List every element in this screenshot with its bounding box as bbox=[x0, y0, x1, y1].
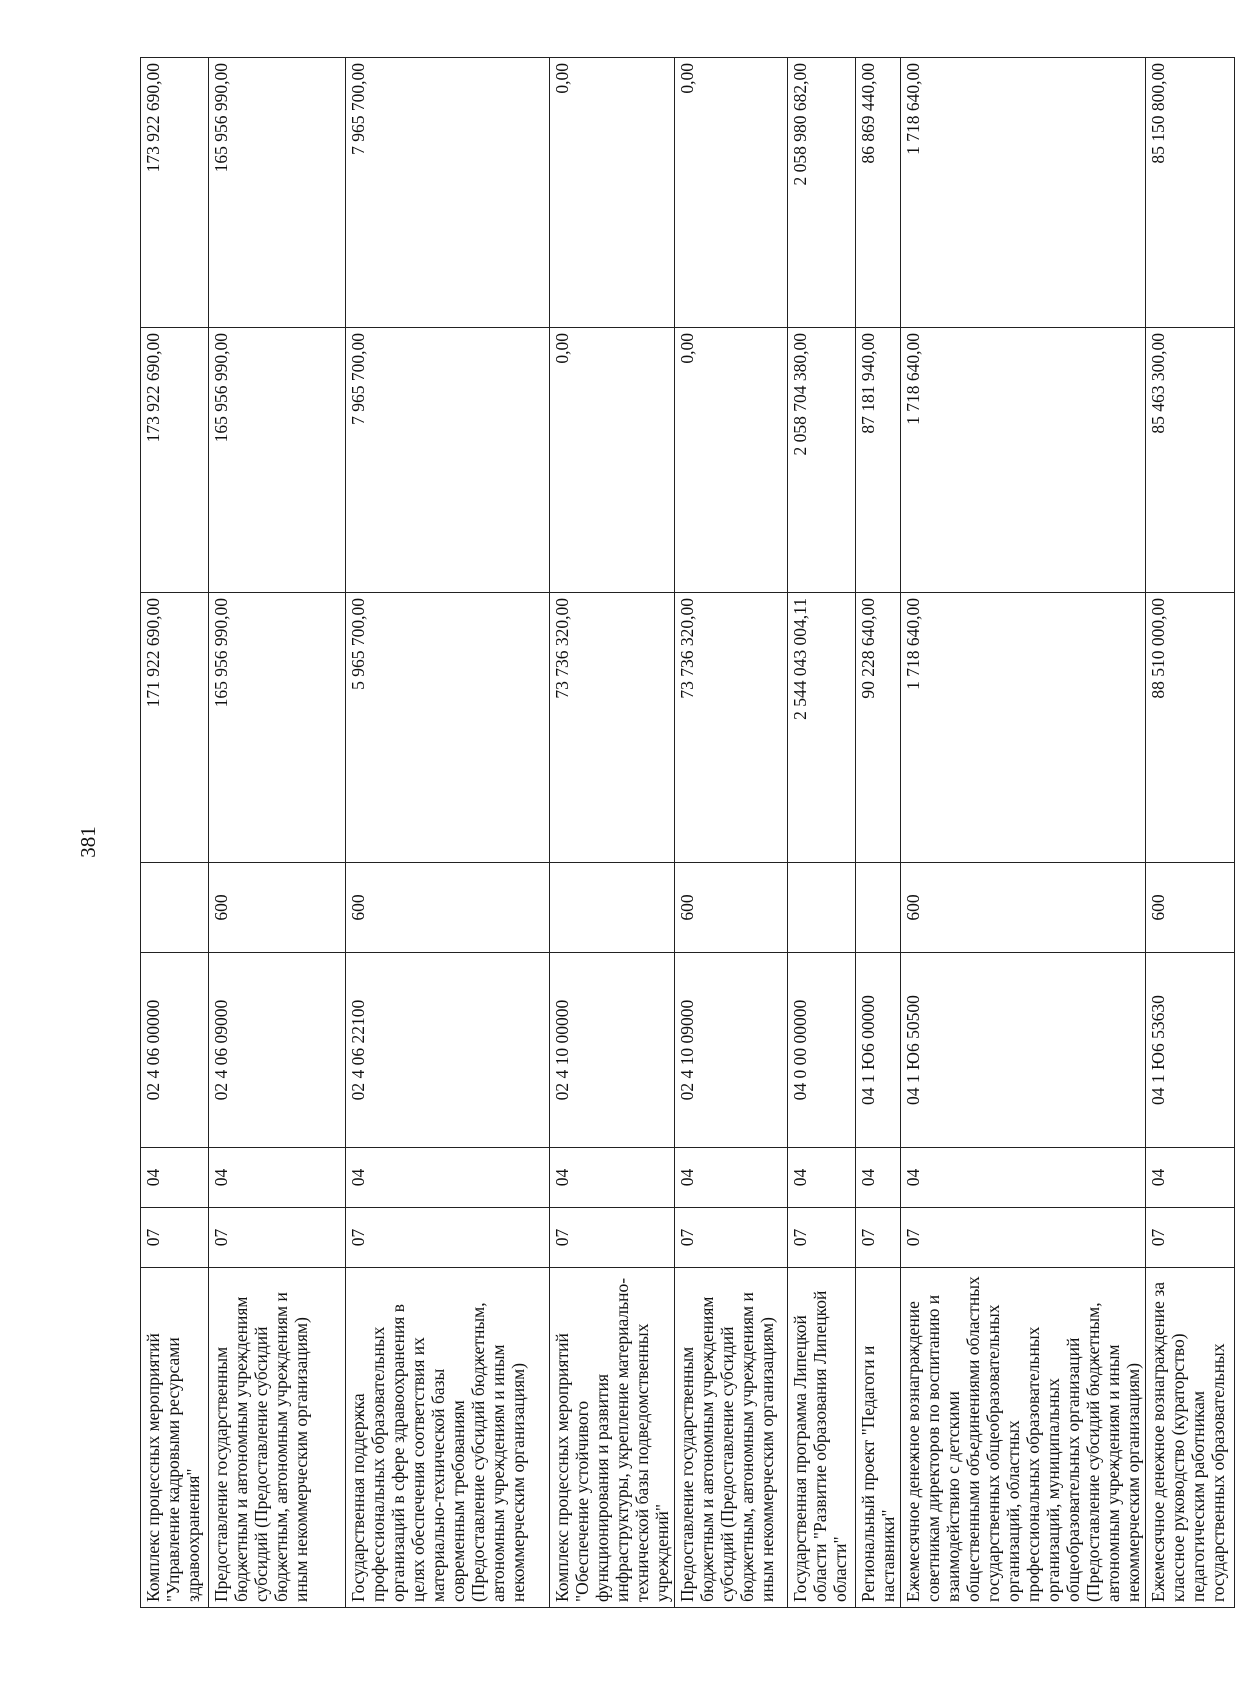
expense-type-cell bbox=[550, 863, 675, 953]
amount-year2-cell: 165 956 990,00 bbox=[209, 328, 346, 593]
subsection-code-cell: 04 bbox=[675, 1148, 788, 1208]
section-code-cell: 07 bbox=[550, 1208, 675, 1268]
subsection-code-cell: 04 bbox=[141, 1148, 209, 1208]
budget-table bbox=[140, 57, 1235, 1608]
section-code-cell: 07 bbox=[346, 1208, 550, 1268]
expense-type-cell bbox=[141, 863, 209, 953]
table-row bbox=[209, 58, 346, 1608]
expense-type-cell bbox=[856, 863, 901, 953]
section-code-cell: 07 bbox=[1146, 1208, 1235, 1268]
amount-year3-cell: 1 718 640,00 bbox=[901, 58, 1146, 328]
amount-year3-cell: 2 058 980 682,00 bbox=[788, 58, 856, 328]
amount-year3-cell: 7 965 700,00 bbox=[346, 58, 550, 328]
section-code-cell: 07 bbox=[901, 1208, 1146, 1268]
expense-type-cell bbox=[788, 863, 856, 953]
table-body bbox=[141, 58, 1235, 1608]
target-article-cell: 04 1 Ю6 53630 bbox=[1146, 953, 1235, 1148]
subsection-code-cell: 04 bbox=[1146, 1148, 1235, 1208]
amount-year1-cell: 171 922 690,00 bbox=[141, 593, 209, 863]
target-article-cell: 04 1 Ю6 50500 bbox=[901, 953, 1146, 1148]
amount-year3-cell: 86 869 440,00 bbox=[856, 58, 901, 328]
table-row bbox=[346, 58, 550, 1608]
subsection-code-cell: 04 bbox=[209, 1148, 346, 1208]
expense-type-cell: 600 bbox=[1146, 863, 1235, 953]
row-name-cell: Государственная поддержка профессиональных образовательных организаций в сфере здравоохранения в целях обеспечения соответствия их материально-технической базы современным требованиям (Предоставление субсидий бюджетным, автономным учреждениям и иным некоммерческим организациям) bbox=[346, 1268, 550, 1608]
subsection-code-cell: 04 bbox=[856, 1148, 901, 1208]
subsection-code-cell: 04 bbox=[346, 1148, 550, 1208]
target-article-cell: 02 4 10 09000 bbox=[675, 953, 788, 1148]
amount-year3-cell: 0,00 bbox=[675, 58, 788, 328]
row-name-cell: Предоставление государственным бюджетным и автономным учреждениям субсидий (Предоставление субсидий бюджетным, автономным учреждениям и иным некоммерческим организациям) bbox=[209, 1268, 346, 1608]
amount-year1-cell: 5 965 700,00 bbox=[346, 593, 550, 863]
target-article-cell: 02 4 06 00000 bbox=[141, 953, 209, 1148]
amount-year1-cell: 2 544 043 004,11 bbox=[788, 593, 856, 863]
amount-year1-cell: 165 956 990,00 bbox=[209, 593, 346, 863]
amount-year1-cell: 73 736 320,00 bbox=[675, 593, 788, 863]
target-article-cell: 04 1 Ю6 00000 bbox=[856, 953, 901, 1148]
expense-type-cell: 600 bbox=[346, 863, 550, 953]
target-article-cell: 04 0 00 00000 bbox=[788, 953, 856, 1148]
amount-year3-cell: 85 150 800,00 bbox=[1146, 58, 1235, 328]
row-name-cell: Ежемесячное денежное вознаграждение за классное руководство (кураторство) педагогическим работникам государственных образовательных bbox=[1146, 1268, 1235, 1608]
row-name-cell: Ежемесячное денежное вознаграждение советникам директоров по воспитанию и взаимодействию с детскими общественными объединениями областных государственных общеобразовательных организаций, областных профессиональных образовательных организаций, муниципальных общеобразовательных организаций (Предоставление субсидий бюджетным, автономным учреждениям и иным некоммерческим организациям) bbox=[901, 1268, 1146, 1608]
table-row bbox=[901, 58, 1146, 1608]
row-name-cell: Комплекс процессных мероприятий "Обеспечение устойчивого функционирования и развития инфраструктуры, укрепление материально-технической базы подведомственных учреждений" bbox=[550, 1268, 675, 1608]
subsection-code-cell: 04 bbox=[901, 1148, 1146, 1208]
amount-year3-cell: 0,00 bbox=[550, 58, 675, 328]
row-name-cell: Комплекс процессных мероприятий "Управление кадровыми ресурсами здравоохранения" bbox=[141, 1268, 209, 1608]
section-code-cell: 07 bbox=[675, 1208, 788, 1268]
amount-year2-cell: 87 181 940,00 bbox=[856, 328, 901, 593]
amount-year2-cell: 2 058 704 380,00 bbox=[788, 328, 856, 593]
target-article-cell: 02 4 06 22100 bbox=[346, 953, 550, 1148]
rotated-table-container bbox=[140, 58, 1228, 1608]
subsection-code-cell: 04 bbox=[550, 1148, 675, 1208]
table-row bbox=[675, 58, 788, 1608]
expense-type-cell: 600 bbox=[675, 863, 788, 953]
table-row bbox=[788, 58, 856, 1608]
row-name-cell: Предоставление государственным бюджетным и автономным учреждениям субсидий (Предоставление субсидий бюджетным, автономным учреждениям и иным некоммерческим организациям) bbox=[675, 1268, 788, 1608]
subsection-code-cell: 04 bbox=[788, 1148, 856, 1208]
section-code-cell: 07 bbox=[788, 1208, 856, 1268]
expense-type-cell: 600 bbox=[901, 863, 1146, 953]
amount-year2-cell: 85 463 300,00 bbox=[1146, 328, 1235, 593]
section-code-cell: 07 bbox=[209, 1208, 346, 1268]
amount-year2-cell: 0,00 bbox=[550, 328, 675, 593]
target-article-cell: 02 4 10 00000 bbox=[550, 953, 675, 1148]
amount-year3-cell: 165 956 990,00 bbox=[209, 58, 346, 328]
amount-year1-cell: 73 736 320,00 bbox=[550, 593, 675, 863]
row-name-cell: Государственная программа Липецкой области "Развитие образования Липецкой области" bbox=[788, 1268, 856, 1608]
table-row bbox=[856, 58, 901, 1608]
amount-year1-cell: 90 228 640,00 bbox=[856, 593, 901, 863]
amount-year2-cell: 7 965 700,00 bbox=[346, 328, 550, 593]
section-code-cell: 07 bbox=[856, 1208, 901, 1268]
table-row bbox=[141, 58, 209, 1608]
amount-year1-cell: 88 510 000,00 bbox=[1146, 593, 1235, 863]
amount-year2-cell: 0,00 bbox=[675, 328, 788, 593]
page-number: 381 bbox=[76, 826, 100, 858]
table-row bbox=[550, 58, 675, 1608]
target-article-cell: 02 4 06 09000 bbox=[209, 953, 346, 1148]
expense-type-cell: 600 bbox=[209, 863, 346, 953]
amount-year1-cell: 1 718 640,00 bbox=[901, 593, 1146, 863]
amount-year2-cell: 1 718 640,00 bbox=[901, 328, 1146, 593]
section-code-cell: 07 bbox=[141, 1208, 209, 1268]
table-row bbox=[1146, 58, 1235, 1608]
row-name-cell: Региональный проект "Педагоги и наставники" bbox=[856, 1268, 901, 1608]
amount-year3-cell: 173 922 690,00 bbox=[141, 58, 209, 328]
amount-year2-cell: 173 922 690,00 bbox=[141, 328, 209, 593]
